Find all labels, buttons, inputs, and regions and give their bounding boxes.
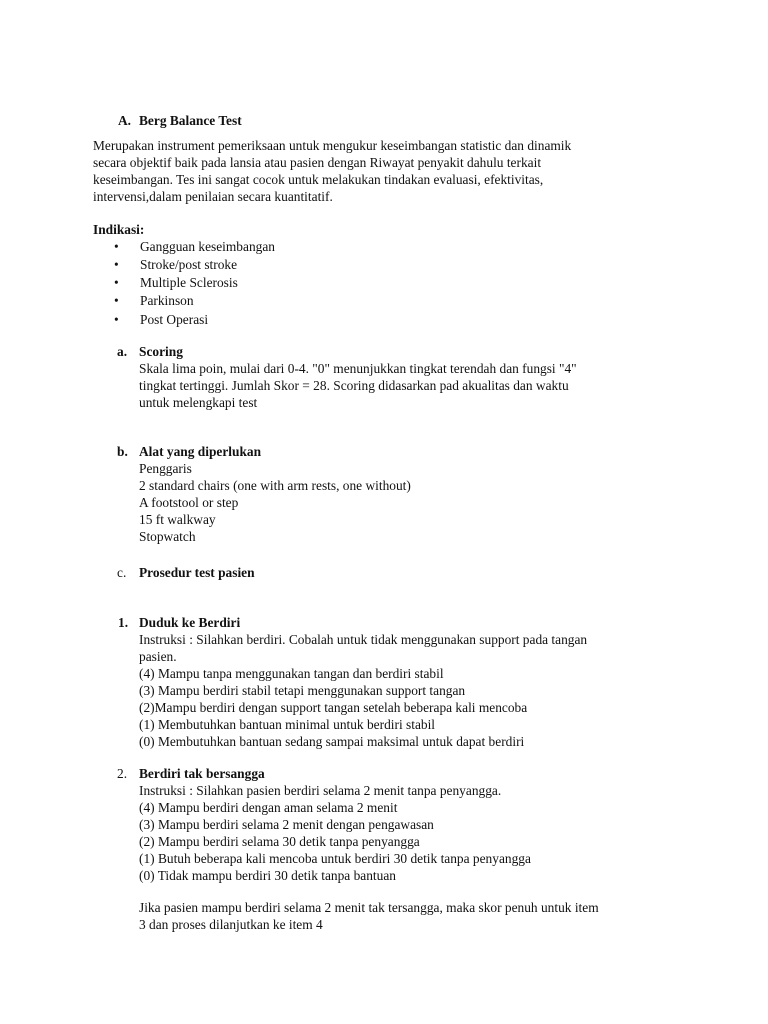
item1-line: (0) Membutuhkan bantuan sedang sampai maksimal untuk dapat berdiri [139, 734, 525, 749]
alat-list [139, 460, 411, 545]
intro-line: intervensi,dalam penilaian secara kuantitatif. [93, 189, 333, 204]
intro-line: secara objektif baik pada lansia atau pasien dengan Riwayat penyakit dahulu terkait [93, 155, 542, 170]
scoring-paragraph [139, 360, 577, 411]
scoring-line: untuk melengkapi test [139, 395, 258, 410]
list-item-text: Stroke/post stroke [140, 257, 238, 272]
bullet-icon: • [114, 239, 119, 254]
bullet-icon: • [114, 312, 119, 327]
intro-paragraph [93, 137, 571, 205]
list-item: Penggaris [139, 461, 192, 476]
list-item: A footstool or step [139, 495, 239, 510]
intro-line: keseimbangan. Tes ini sangat cocok untuk melakukan tindakan evaluasi, efektivitas, [93, 172, 544, 187]
bullet-icon: • [114, 293, 119, 308]
list-item [114, 238, 275, 255]
intro-line: Merupakan instrument pemeriksaan untuk mengukur keseimbangan statistic dan dinamik [93, 138, 572, 153]
section-a-marker: A. [118, 113, 132, 128]
list-item [114, 256, 237, 273]
item2-note-line: 3 dan proses dilanjutkan ke item 4 [139, 917, 323, 932]
list-item: Stopwatch [139, 529, 196, 544]
list-item-text: Multiple Sclerosis [140, 275, 238, 290]
scoring-heading: Scoring [139, 344, 183, 359]
scoring-marker: a. [117, 344, 128, 359]
scoring-line: tingkat tertinggi. Jumlah Skor = 28. Scoring didasarkan pad akualitas dan waktu [139, 378, 569, 393]
item1-body [139, 631, 587, 750]
list-item-text: Gangguan keseimbangan [140, 239, 275, 254]
item2-marker: 2. [117, 766, 128, 781]
item1-line: (2)Mampu berdiri dengan support tangan setelah beberapa kali mencoba [139, 700, 528, 715]
list-item-text: Parkinson [140, 293, 194, 308]
item2-line: (4) Mampu berdiri dengan aman selama 2 menit [139, 800, 398, 815]
list-item [114, 292, 194, 309]
bullet-icon: • [114, 257, 119, 272]
item1-line: (1) Membutuhkan bantuan minimal untuk berdiri stabil [139, 717, 436, 732]
item2-line: (0) Tidak mampu berdiri 30 detik tanpa bantuan [139, 868, 396, 883]
item2-heading: Berdiri tak bersangga [139, 766, 265, 781]
prosedur-heading: Prosedur test pasien [139, 565, 255, 580]
scoring-line: Skala lima poin, mulai dari 0-4. "0" menunjukkan tingkat terendah dan fungsi "4" [139, 361, 577, 376]
indikasi-heading: Indikasi: [93, 222, 145, 237]
item1-heading: Duduk ke Berdiri [139, 615, 241, 630]
item2-line: (3) Mampu berdiri selama 2 menit dengan pengawasan [139, 817, 434, 832]
item1-line: pasien. [139, 649, 177, 664]
item1-line: (4) Mampu tanpa menggunakan tangan dan berdiri stabil [139, 666, 444, 681]
list-item: 15 ft walkway [139, 512, 216, 527]
section-a-title: Berg Balance Test [139, 113, 242, 128]
item2-line: (1) Butuh beberapa kali mencoba untuk berdiri 30 detik tanpa penyangga [139, 851, 531, 866]
item1-marker: 1. [118, 615, 129, 630]
bullet-icon: • [114, 275, 119, 290]
list-item [114, 274, 238, 291]
prosedur-marker: c. [117, 565, 127, 580]
list-item [114, 311, 208, 328]
list-item: 2 standard chairs (one with arm rests, one without) [139, 478, 411, 493]
alat-marker: b. [117, 444, 128, 459]
item1-line: (3) Mampu berdiri stabil tetapi menggunakan support tangan [139, 683, 466, 698]
item2-line: (2) Mampu berdiri selama 30 detik tanpa penyangga [139, 834, 420, 849]
item2-note [139, 899, 599, 933]
item2-body [139, 782, 531, 884]
item2-line: Instruksi : Silahkan pasien berdiri selama 2 menit tanpa penyangga. [139, 783, 502, 798]
alat-heading: Alat yang diperlukan [139, 444, 262, 459]
item2-note-line: Jika pasien mampu berdiri selama 2 menit tak tersangga, maka skor penuh untuk item [139, 900, 599, 915]
item1-line: Instruksi : Silahkan berdiri. Cobalah untuk tidak menggunakan support pada tangan [139, 632, 588, 647]
list-item-text: Post Operasi [140, 312, 209, 327]
